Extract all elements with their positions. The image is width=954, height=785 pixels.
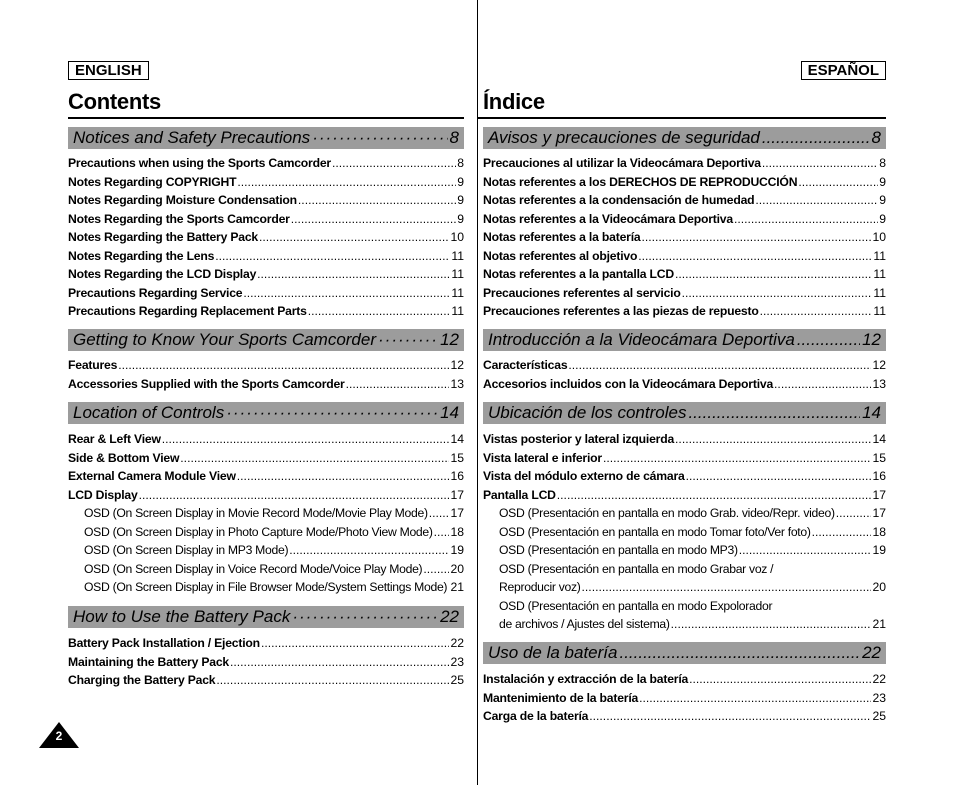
entry-title: Precautions Regarding Service — [68, 285, 243, 300]
toc-entry — [483, 488, 886, 507]
section-page: 12 — [440, 330, 459, 349]
toc-entry — [483, 543, 886, 562]
entry-title: Notas referentes a la Videocámara Deportiva — [483, 211, 733, 226]
dot-leader — [582, 580, 872, 594]
entry-title: Notas referentes a la condensación de humedad — [483, 193, 755, 207]
dot-leader — [762, 156, 878, 170]
entry-page: 19 — [450, 543, 464, 557]
toc-entry — [483, 709, 886, 728]
section-page: 8 — [871, 128, 881, 147]
dot-leader — [774, 377, 871, 391]
section-page: 14 — [862, 403, 881, 422]
entry-page: 17 — [450, 506, 464, 520]
entry-title: Accesorios incluidos con la Videocámara Deportiva — [483, 376, 774, 391]
toc-entry — [483, 230, 886, 249]
entry-title: Vista del módulo externo de cámara — [483, 469, 685, 483]
toc-entry — [68, 525, 464, 544]
dot-leader — [292, 607, 438, 627]
dot-leader — [289, 543, 449, 557]
toc-entry — [68, 636, 464, 655]
dot-leader — [118, 358, 449, 372]
entry-title: Precauciones referentes al servicio — [483, 285, 681, 300]
toc-entry — [68, 358, 464, 377]
toc-entry — [68, 673, 464, 692]
section-heading — [483, 402, 886, 424]
toc-entry — [483, 377, 886, 396]
entry-title: Notas referentes a los DERECHOS DE REPRODUCCIÓN — [483, 174, 798, 189]
entry-title: Reproducir voz) — [499, 580, 581, 594]
toc-entry — [68, 655, 464, 674]
section-title: Introducción a la Videocámara Deportiva — [488, 330, 795, 349]
entry-title: Features — [68, 358, 118, 372]
entry-page: 9 — [879, 193, 886, 207]
dot-leader — [812, 525, 872, 539]
entry-title: Precauciones referentes a las piezas de repuesto — [483, 304, 759, 318]
section-page: 8 — [449, 128, 459, 147]
entry-title: Vistas posterior y lateral izquierda — [483, 432, 675, 446]
entry-title: OSD (On Screen Display in File Browser Mode/System Settings Mode) — [84, 580, 448, 594]
entry-page: 23 — [872, 690, 886, 705]
entry-page: 16 — [450, 469, 464, 483]
dot-leader — [639, 691, 871, 705]
entry-title: Notes Regarding COPYRIGHT — [68, 174, 237, 189]
entry-title: Accessories Supplied with the Sports Camcorder — [68, 376, 345, 391]
entry-title: OSD (On Screen Display in MP3 Mode) — [84, 543, 289, 557]
toc-entry — [483, 525, 886, 544]
entry-title: Battery Pack Installation / Ejection — [68, 636, 260, 650]
dot-leader — [755, 193, 878, 207]
dot-leader — [434, 525, 450, 539]
entry-title: OSD (Presentación en pantalla en modo Expolorador — [499, 598, 773, 613]
toc-entry — [483, 193, 886, 212]
entry-page: 22 — [872, 672, 886, 686]
entry-title: Charging the Battery Pack — [68, 673, 216, 687]
dot-leader — [261, 636, 450, 650]
toc-entry — [483, 175, 886, 194]
toc-entry — [483, 580, 886, 599]
entry-page: 15 — [872, 450, 886, 465]
toc-entry — [483, 212, 886, 231]
toc-entry — [483, 432, 886, 451]
entry-page: 25 — [872, 709, 886, 723]
toc-entry — [483, 358, 886, 377]
dot-leader — [226, 403, 438, 423]
entry-title: Notas referentes a la batería — [483, 230, 641, 244]
toc-entry — [68, 212, 464, 231]
section-heading — [68, 606, 464, 628]
entry-title: Maintaining the Battery Pack — [68, 654, 230, 669]
dot-leader — [589, 709, 871, 723]
toc-entry — [68, 175, 464, 194]
entry-page: 18 — [450, 524, 464, 539]
entry-page: 11 — [451, 267, 464, 281]
toc-entry — [483, 672, 886, 691]
entry-list — [68, 432, 464, 599]
entry-title: LCD Display — [68, 487, 138, 502]
dot-leader — [291, 212, 457, 226]
section-title: Ubicación de los controles — [488, 403, 687, 422]
toc-entry — [68, 451, 464, 470]
toc-entry — [68, 193, 464, 212]
toc-entry — [483, 156, 886, 175]
section-title: Location of Controls — [73, 403, 225, 422]
dot-leader — [259, 230, 449, 244]
entry-page: 13 — [872, 376, 886, 391]
entry-page: 23 — [450, 654, 464, 669]
section-heading — [483, 642, 886, 664]
entry-title: OSD (Presentación en pantalla en modo Tomar foto/Ver foto) — [499, 524, 811, 539]
section-title: Uso de la batería — [488, 643, 618, 662]
dot-leader — [641, 230, 871, 244]
dot-leader — [180, 451, 449, 465]
entry-page: 11 — [873, 285, 886, 300]
entry-page: 11 — [451, 285, 464, 300]
dot-leader — [798, 175, 878, 189]
entry-page: 11 — [873, 267, 886, 281]
entry-page: 8 — [879, 156, 886, 170]
entry-page: 10 — [872, 230, 886, 244]
dot-leader — [312, 128, 447, 148]
section-page: 12 — [862, 330, 881, 349]
toc-entry — [68, 304, 464, 323]
language-label: ESPAÑOL — [801, 61, 886, 80]
dot-leader — [762, 128, 870, 148]
dot-leader — [448, 580, 449, 594]
toc-entry — [68, 562, 464, 581]
entry-page: 17 — [450, 487, 464, 502]
entry-page: 20 — [450, 561, 464, 576]
dot-leader — [688, 403, 860, 423]
entry-title: OSD (Presentación en pantalla en modo Grabar voz / — [499, 561, 774, 576]
entry-page: 21 — [872, 617, 886, 631]
dot-leader — [237, 175, 456, 189]
entry-title: Precautions Regarding Replacement Parts — [68, 304, 307, 318]
entry-title: OSD (Presentación en pantalla en modo MP3) — [499, 543, 738, 557]
entry-title: Side & Bottom View — [68, 450, 180, 465]
toc-entry — [68, 488, 464, 507]
title-rule — [477, 117, 886, 119]
section-heading — [483, 329, 886, 351]
dot-leader — [139, 488, 450, 502]
entry-page: 13 — [450, 376, 464, 391]
entry-list — [68, 636, 464, 692]
toc-entry — [68, 432, 464, 451]
dot-leader — [557, 488, 872, 502]
toc-entry — [483, 506, 886, 525]
dot-leader — [162, 432, 450, 446]
entry-title: Precautions when using the Sports Camcorder — [68, 156, 331, 170]
entry-page: 14 — [872, 432, 886, 446]
dot-leader — [603, 451, 872, 465]
toc-entry — [68, 506, 464, 525]
entry-page: 9 — [457, 193, 464, 207]
entry-title: Precauciones al utilizar la Videocámara Deportiva — [483, 156, 761, 170]
entry-page: 11 — [873, 304, 886, 318]
entry-list — [68, 156, 464, 323]
dot-leader — [215, 249, 450, 263]
entry-page: 17 — [872, 487, 886, 502]
entry-list — [483, 358, 886, 395]
entry-page: 9 — [879, 211, 886, 226]
entry-page: 16 — [872, 469, 886, 483]
page-title: Índice — [483, 89, 545, 114]
toc-entry — [483, 267, 886, 286]
entry-title: Notes Regarding Moisture Condensation — [68, 193, 297, 207]
toc-entry — [68, 267, 464, 286]
dot-leader — [689, 672, 871, 686]
entry-page: 17 — [872, 506, 886, 520]
section-heading — [68, 127, 464, 149]
dot-leader — [243, 286, 450, 300]
dot-leader — [429, 506, 450, 520]
entry-page: 11 — [451, 248, 464, 263]
entry-page: 9 — [457, 174, 464, 189]
section-heading — [483, 127, 886, 149]
entry-title: Notes Regarding the Battery Pack — [68, 230, 259, 244]
section-title: Avisos y precauciones de seguridad — [488, 128, 760, 147]
toc-entry — [68, 249, 464, 268]
page-title: Contents — [68, 89, 161, 114]
title-rule — [68, 117, 464, 119]
entry-page: 18 — [872, 524, 886, 539]
dot-leader — [298, 193, 456, 207]
dot-leader — [739, 543, 872, 557]
entry-title: Instalación y extracción de la batería — [483, 672, 689, 686]
entry-page: 12 — [450, 358, 464, 372]
toc-entry — [68, 286, 464, 305]
dot-leader — [686, 469, 872, 483]
toc-entry — [483, 617, 886, 636]
entry-page: 11 — [873, 248, 886, 263]
dot-leader — [423, 562, 449, 576]
dot-leader — [682, 286, 873, 300]
entry-page: 12 — [872, 358, 886, 372]
entry-page: 22 — [450, 636, 464, 650]
entry-page: 21 — [450, 580, 464, 594]
dot-leader — [671, 617, 872, 631]
dot-leader — [619, 643, 860, 663]
toc-entry — [483, 691, 886, 710]
toc-entry — [68, 230, 464, 249]
dot-leader — [332, 156, 456, 170]
section-heading — [68, 329, 464, 351]
toc-entry — [68, 156, 464, 175]
entry-title: OSD (Presentación en pantalla en modo Grab. video/Repr. video) — [499, 506, 835, 520]
section-title: Getting to Know Your Sports Camcorder — [73, 330, 377, 349]
entry-page: 25 — [450, 673, 464, 687]
entry-page: 15 — [450, 450, 464, 465]
toc-entry — [483, 451, 886, 470]
dot-leader — [797, 330, 860, 350]
dot-leader — [378, 330, 438, 350]
entry-title: Notas referentes a la pantalla LCD — [483, 267, 674, 281]
entry-list — [483, 672, 886, 728]
entry-title: Carga de la batería — [483, 709, 589, 723]
dot-leader — [346, 377, 450, 391]
entry-title: Notes Regarding the LCD Display — [68, 267, 257, 281]
entry-title: Características — [483, 358, 568, 372]
entry-page: 11 — [451, 304, 464, 318]
entry-page: 20 — [872, 580, 886, 594]
language-label: ENGLISH — [68, 61, 149, 80]
entry-title: Mantenimiento de la batería — [483, 690, 639, 705]
section-heading — [68, 402, 464, 424]
entry-page: 19 — [872, 543, 886, 557]
entry-list — [68, 358, 464, 395]
entry-title: OSD (On Screen Display in Voice Record Mode/Voice Play Mode) — [84, 561, 423, 576]
entry-title: Notes Regarding the Sports Camcorder — [68, 211, 290, 226]
dot-leader — [836, 506, 872, 520]
section-title: How to Use the Battery Pack — [73, 607, 291, 626]
section-page: 14 — [440, 403, 459, 422]
entry-list — [483, 432, 886, 636]
dot-leader — [675, 432, 871, 446]
entry-title: Vista lateral e inferior — [483, 450, 602, 465]
dot-leader — [237, 469, 450, 483]
toc-entry — [68, 377, 464, 396]
dot-leader — [568, 358, 871, 372]
toc-entry — [483, 469, 886, 488]
entry-title: de archivos / Ajustes del sistema) — [499, 617, 670, 631]
section-page: 22 — [440, 607, 459, 626]
toc-entry — [68, 543, 464, 562]
dot-leader — [308, 304, 451, 318]
toc-entry — [68, 469, 464, 488]
toc-entry — [483, 304, 886, 323]
entry-list — [483, 156, 886, 323]
entry-page: 14 — [450, 432, 464, 446]
toc-entry — [483, 286, 886, 305]
toc-entry — [483, 249, 886, 268]
entry-title: Rear & Left View — [68, 432, 161, 446]
entry-page: 10 — [450, 230, 464, 244]
entry-title: Notes Regarding the Lens — [68, 248, 215, 263]
entry-title: Pantalla LCD — [483, 487, 556, 502]
toc-entry — [483, 599, 886, 618]
entry-title: External Camera Module View — [68, 469, 236, 483]
toc-entry — [483, 562, 886, 581]
entry-title: Notas referentes al objetivo — [483, 248, 638, 263]
entry-title: OSD (On Screen Display in Photo Capture Mode/Photo View Mode) — [84, 524, 433, 539]
dot-leader — [734, 212, 878, 226]
dot-leader — [760, 304, 873, 318]
section-title: Notices and Safety Precautions — [73, 128, 311, 147]
dot-leader — [675, 267, 872, 281]
toc-entry — [68, 580, 464, 599]
entry-page: 9 — [457, 211, 464, 226]
entry-page: 9 — [879, 174, 886, 189]
dot-leader — [230, 655, 449, 669]
page-number: 2 — [55, 729, 63, 743]
dot-leader — [257, 267, 450, 281]
section-page: 22 — [862, 643, 881, 662]
entry-page: 8 — [457, 156, 464, 170]
dot-leader — [638, 249, 872, 263]
entry-title: OSD (On Screen Display in Movie Record Mode/Movie Play Mode) — [84, 506, 428, 520]
dot-leader — [216, 673, 449, 687]
